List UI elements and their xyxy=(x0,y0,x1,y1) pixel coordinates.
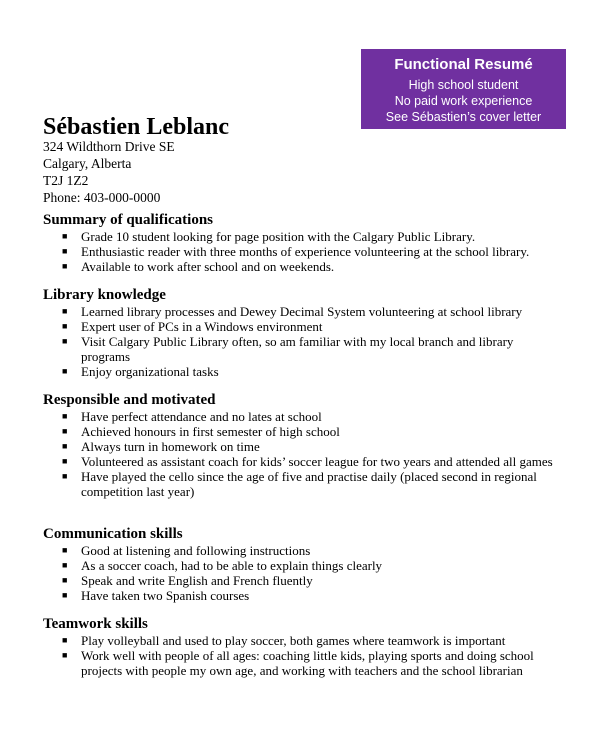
list-item-text: Achieved honours in first semester of high school xyxy=(81,424,340,439)
section-library-knowledge xyxy=(43,286,563,379)
list-item-text: Always turn in homework on time xyxy=(81,439,260,454)
callout-line: See Sébastien’s cover letter xyxy=(385,110,542,124)
section-summary xyxy=(43,211,563,274)
bullet-icon: ■ xyxy=(62,246,68,256)
bullet-icon: ■ xyxy=(62,306,68,316)
section-heading: Library knowledge xyxy=(43,287,166,303)
bullet-icon: ■ xyxy=(62,635,68,645)
list-item-text: Have perfect attendance and no lates at school xyxy=(81,409,322,424)
bullet-list xyxy=(43,304,563,379)
bullet-icon: ■ xyxy=(62,545,68,555)
list-item-text: Speak and write English and French fluently xyxy=(81,573,313,588)
list-item-text: Have taken two Spanish courses xyxy=(81,588,250,603)
bullet-list xyxy=(43,543,563,603)
list-item xyxy=(43,633,563,648)
resume-type-callout xyxy=(361,49,566,129)
bullet-list xyxy=(43,409,563,499)
contact-block xyxy=(43,138,175,206)
section-teamwork xyxy=(43,615,563,678)
list-item xyxy=(43,454,563,469)
list-item-text: Learned library processes and Dewey Decimal System volunteering at school library xyxy=(81,304,523,319)
callout-title: Functional Resumé xyxy=(394,56,533,73)
applicant-name: Sébastien Leblanc xyxy=(43,114,230,140)
callout-line: No paid work experience xyxy=(394,94,533,108)
bullet-icon: ■ xyxy=(62,560,68,570)
list-item xyxy=(43,304,563,319)
list-item xyxy=(43,244,563,259)
list-item-text: Available to work after school and on weekends. xyxy=(81,259,335,274)
list-item-text: Volunteered as assistant coach for kids’ soccer league for two years and attended all games xyxy=(81,454,553,469)
bullet-list xyxy=(43,633,563,678)
bullet-icon: ■ xyxy=(62,590,68,600)
section-heading: Responsible and motivated xyxy=(43,392,216,408)
list-item xyxy=(43,469,563,499)
list-item-text: As a soccer coach, had to be able to explain things clearly xyxy=(81,558,383,573)
list-item xyxy=(43,558,563,573)
bullet-icon: ■ xyxy=(62,411,68,421)
list-item xyxy=(43,259,563,274)
bullet-icon: ■ xyxy=(62,366,68,376)
list-item xyxy=(43,409,563,424)
bullet-icon: ■ xyxy=(62,471,68,481)
list-item xyxy=(43,588,563,603)
list-item-text: Visit Calgary Public Library often, so am familiar with my local branch and library programs xyxy=(81,334,514,364)
postal-code: T2J 1Z2 xyxy=(43,173,89,188)
list-item xyxy=(43,439,563,454)
list-item xyxy=(43,424,563,439)
list-item xyxy=(43,573,563,588)
bullet-icon: ■ xyxy=(62,426,68,436)
bullet-list xyxy=(43,229,563,274)
callout-line: High school student xyxy=(408,78,519,92)
phone-number: Phone: 403-000-0000 xyxy=(43,190,161,205)
list-item-text: Enjoy organizational tasks xyxy=(81,364,219,379)
section-communication xyxy=(43,525,563,603)
list-item xyxy=(43,364,563,379)
list-item xyxy=(43,334,563,364)
section-heading: Teamwork skills xyxy=(43,616,148,632)
bullet-icon: ■ xyxy=(62,261,68,271)
section-heading: Communication skills xyxy=(43,526,183,542)
list-item-text: Work well with people of all ages: coaching little kids, playing sports and doing school projects with people my own age, and working with teachers and the school librarian xyxy=(81,648,534,678)
list-item xyxy=(43,229,563,244)
list-item xyxy=(43,319,563,334)
address-line: 324 Wildthorn Drive SE xyxy=(43,139,175,154)
section-responsible-motivated xyxy=(43,391,563,499)
bullet-icon: ■ xyxy=(62,441,68,451)
list-item xyxy=(43,648,563,678)
city-line: Calgary, Alberta xyxy=(43,156,132,171)
list-item-text: Have played the cello since the age of five and practise daily (placed second in regional competition last year) xyxy=(81,469,537,499)
list-item-text: Good at listening and following instructions xyxy=(81,543,311,558)
bullet-icon: ■ xyxy=(62,456,68,466)
list-item xyxy=(43,543,563,558)
bullet-icon: ■ xyxy=(62,575,68,585)
list-item-text: Expert user of PCs in a Windows environment xyxy=(81,319,323,334)
list-item-text: Play volleyball and used to play soccer, both games where teamwork is important xyxy=(81,633,506,648)
bullet-icon: ■ xyxy=(62,336,68,346)
bullet-icon: ■ xyxy=(62,650,68,660)
list-item-text: Enthusiastic reader with three months of experience volunteering at the school library. xyxy=(81,244,530,259)
bullet-icon: ■ xyxy=(62,321,68,331)
section-heading: Summary of qualifications xyxy=(43,212,214,228)
bullet-icon: ■ xyxy=(62,231,68,241)
list-item-text: Grade 10 student looking for page position with the Calgary Public Library. xyxy=(81,229,476,244)
